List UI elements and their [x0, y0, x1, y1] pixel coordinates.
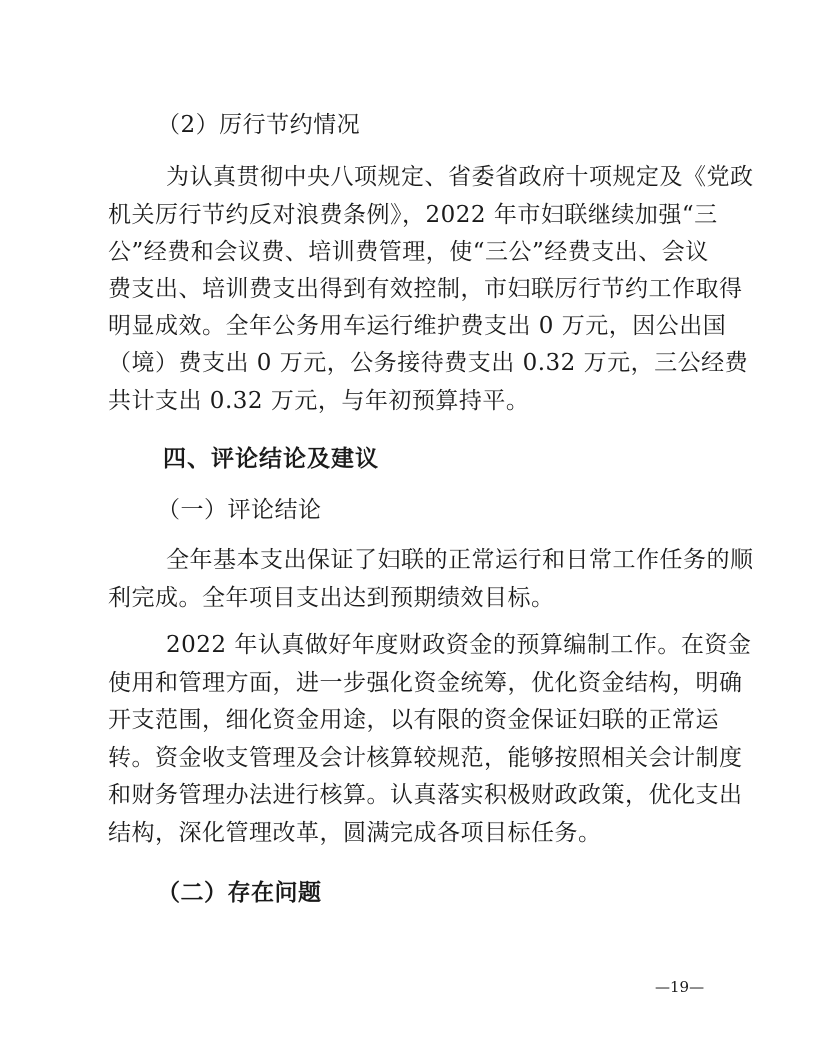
- subsection-heading-two: （二）存在问题: [157, 879, 322, 906]
- section-heading-2: （2）厉行节约情况: [157, 112, 361, 138]
- paragraph-line: 利完成。全年项目支出达到预期绩效目标。: [108, 585, 555, 611]
- paragraph-line: 全年基本支出保证了妇联的正常运行和日常工作任务的顺: [166, 547, 754, 573]
- section-heading-four: 四、评论结论及建议: [163, 446, 379, 472]
- paragraph-line: 共计支出 0.32 万元，与年初预算持平。: [108, 388, 530, 414]
- paragraph-line: 公”经费和会议费、培训费管理，使“三公”经费支出、会议: [108, 239, 709, 265]
- paragraph-line: 明显成效。全年公务用车运行维护费支出 0 万元，因公出国: [108, 313, 727, 339]
- paragraph-line: 开支范围，细化资金用途，以有限的资金保证妇联的正常运: [108, 707, 719, 733]
- page-number: —19—: [655, 978, 705, 996]
- paragraph-line: 2022 年认真做好年度财政资金的预算编制工作。在资金: [166, 632, 752, 658]
- paragraph-line: （境）费支出 0 万元，公务接待费支出 0.32 万元，三公经费: [108, 350, 749, 376]
- paragraph-line: 机关厉行节约反对浪费条例》，2022 年市妇联继续加强“三: [108, 202, 718, 228]
- paragraph-line: 为认真贯彻中央八项规定、省委省政府十项规定及《党政: [166, 164, 754, 190]
- paragraph-line: 费支出、培训费支出得到有效控制，市妇联厉行节约工作取得: [108, 276, 743, 302]
- paragraph-line: 结构，深化管理改革，圆满完成各项目标任务。: [108, 820, 602, 846]
- subsection-heading-one: （一）评论结论: [157, 497, 322, 523]
- paragraph-line: 使用和管理方面，进一步强化资金统筹，优化资金结构，明确: [108, 670, 743, 696]
- paragraph-line: 转。资金收支管理及会计核算较规范，能够按照相关会计制度: [108, 745, 743, 771]
- paragraph-line: 和财务管理办法进行核算。认真落实积极财政政策，优化支出: [108, 782, 743, 808]
